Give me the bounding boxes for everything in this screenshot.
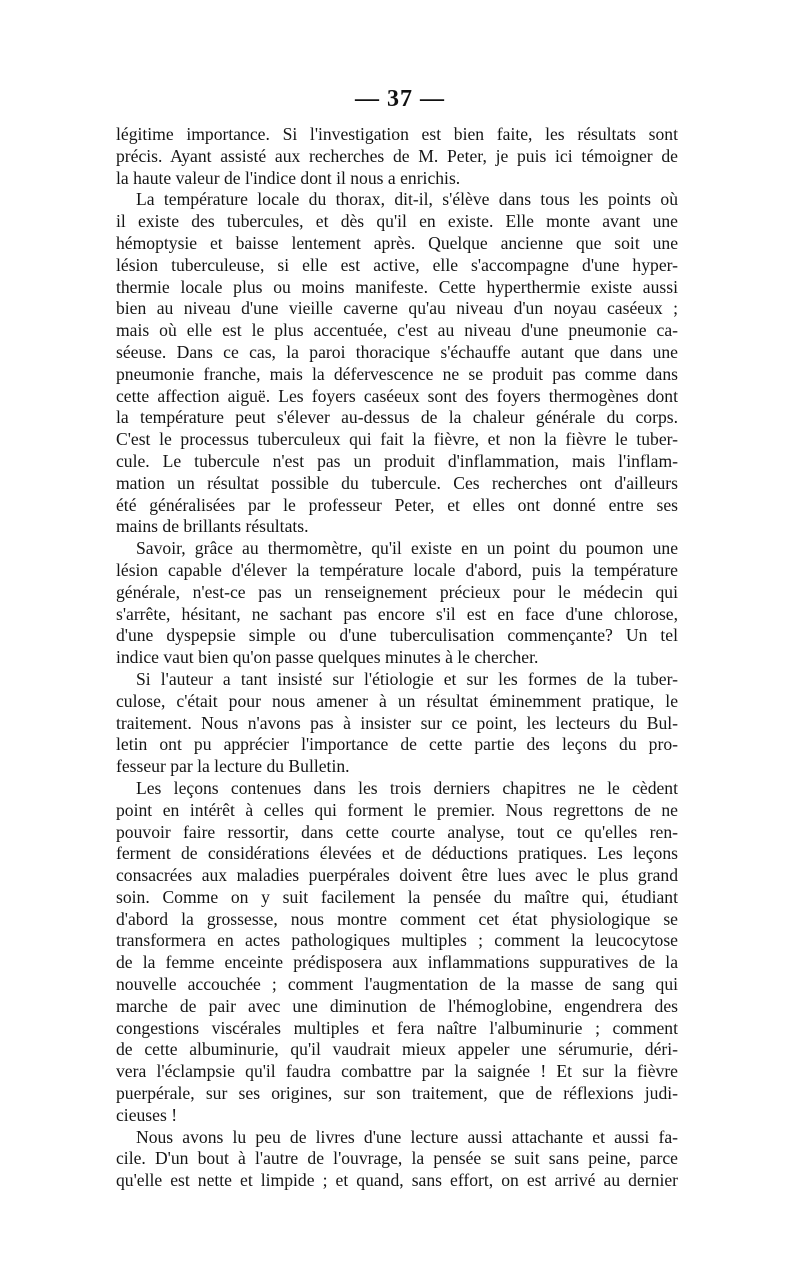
text-line: bien au niveau d'une vieille caverne qu'au niveau d'un noyau caséeux ; [116, 298, 678, 319]
text-line: cieuses ! [116, 1104, 178, 1125]
text-line: fesseur par la lecture du Bulletin. [116, 756, 350, 777]
text-line: pneumonie franche, mais la défervescence ne se produit pas comme dans [116, 363, 678, 384]
text-line: La température locale du thorax, dit-il, s'élève dans tous les points où [136, 189, 678, 210]
text-line: générale, n'est-ce pas un renseignement précieux pour le médecin qui [116, 581, 678, 602]
text-line: transformera en actes pathologiques multiples ; comment la leucocytose [116, 930, 678, 951]
text-line: s'arrête, hésitant, ne sachant pas encore s'il est en face d'une chlorose, [116, 603, 678, 624]
text-line: de cette albuminurie, qu'il vaudrait mieux appeler une sérumurie, déri- [116, 1039, 678, 1060]
text-line: hémoptysie et baisse lentement après. Quelque ancienne que soit une [116, 232, 678, 253]
text-line: légitime importance. Si l'investigation est bien faite, les résultats sont [116, 124, 678, 144]
text-line: mation un résultat possible du tubercule. Ces recherches ont d'ailleurs [116, 472, 678, 493]
text-line: vera l'éclampsie qu'il faudra combattre par la saignée ! Et sur la fièvre [116, 1061, 678, 1082]
text-line: puerpérale, sur ses origines, sur son traitement, que de réflexions judi- [116, 1083, 678, 1104]
text-line: d'une dyspepsie simple ou d'une tuberculisation commençante? Un tel [116, 625, 678, 646]
text-line: été généralisées par le professeur Peter, et elles ont donné entre ses [116, 494, 678, 515]
text-line: la haute valeur de l'indice dont il nous a enrichis. [116, 167, 461, 188]
text-line: Si l'auteur a tant insisté sur l'étiologie et sur les formes de la tuber- [136, 668, 678, 689]
text-line: Les leçons contenues dans les trois derniers chapitres ne le cèdent [136, 777, 678, 798]
text-line: ferment de considérations élevées et de déductions pratiques. Les leçons [116, 843, 678, 864]
text-line: soin. Comme on y suit facilement la pensée du maître qui, étudiant [116, 886, 678, 907]
text-line: qu'elle est nette et limpide ; et quand, sans effort, on est arrivé au dernier [116, 1170, 678, 1191]
text-line: lésion capable d'élever la température locale d'abord, puis la température [116, 559, 678, 580]
text-line: culose, c'était pour nous amener à un résultat éminemment pratique, le [116, 690, 678, 711]
text-line: nouvelle accouchée ; comment l'augmentation de la masse de sang qui [116, 974, 678, 995]
body-text [116, 124, 678, 1192]
text-line: congestions viscérales multiples et fera naître l'albuminurie ; comment [116, 1017, 678, 1038]
text-line: cette affection aiguë. Les foyers caséeux sont des foyers thermogènes dont [116, 385, 678, 406]
text-line: point en intérêt à celles qui forment le premier. Nous regrettons de ne [116, 799, 678, 820]
text-line: mains de brillants résultats. [116, 516, 309, 537]
text-line: séeuse. Dans ce cas, la paroi thoracique s'échauffe autant que dans une [116, 341, 678, 362]
text-line: il existe des tubercules, et dès qu'il en existe. Elle monte avant une [116, 211, 678, 232]
text-line: letin ont pu apprécier l'importance de cette partie des leçons du pro- [116, 734, 678, 755]
text-line: traitement. Nous n'avons pas à insister sur ce point, les lecteurs du Bul- [116, 712, 678, 733]
text-line: thermie locale plus ou moins manifeste. Cette hyperthermie existe aussi [116, 276, 678, 297]
text-line: mais où elle est le plus accentuée, c'est au niveau d'une pneumonie ca- [116, 320, 678, 341]
text-line: précis. Ayant assisté aux recherches de M. Peter, je puis ici témoigner de [116, 145, 678, 166]
text-line: d'abord la grossesse, nous montre comment cet état physiologique se [116, 908, 678, 929]
text-line: Savoir, grâce au thermomètre, qu'il existe en un point du poumon une [136, 538, 678, 559]
text-line: de la femme enceinte prédisposera aux inflammations suppuratives de la [116, 952, 678, 973]
text-line: consacrées aux maladies puerpérales doivent être lues avec le plus grand [116, 865, 678, 886]
text-line: Nous avons lu peu de livres d'une lecture aussi attachante et aussi fa- [136, 1126, 678, 1147]
text-line: C'est le processus tuberculeux qui fait la fièvre, et non la fièvre le tuber- [116, 429, 678, 450]
text-line: cule. Le tubercule n'est pas un produit d'inflammation, mais l'inflam- [116, 450, 678, 471]
page-number: — 37 — [355, 86, 445, 112]
text-line: marche de pair avec une diminution de l'hémoglobine, engendrera des [116, 995, 678, 1016]
text-line: pouvoir faire ressortir, dans cette courte analyse, tout ce qu'elles ren- [116, 821, 678, 842]
text-line: indice vaut bien qu'on passe quelques minutes à le chercher. [116, 647, 539, 668]
text-line: la température peut s'élever au-dessus de la chaleur générale du corps. [116, 407, 678, 428]
text-line: lésion tuberculeuse, si elle est active, elle s'accompagne d'une hyper- [116, 254, 678, 275]
text-line: cile. D'un bout à l'autre de l'ouvrage, la pensée se suit sans peine, parce [116, 1148, 678, 1169]
